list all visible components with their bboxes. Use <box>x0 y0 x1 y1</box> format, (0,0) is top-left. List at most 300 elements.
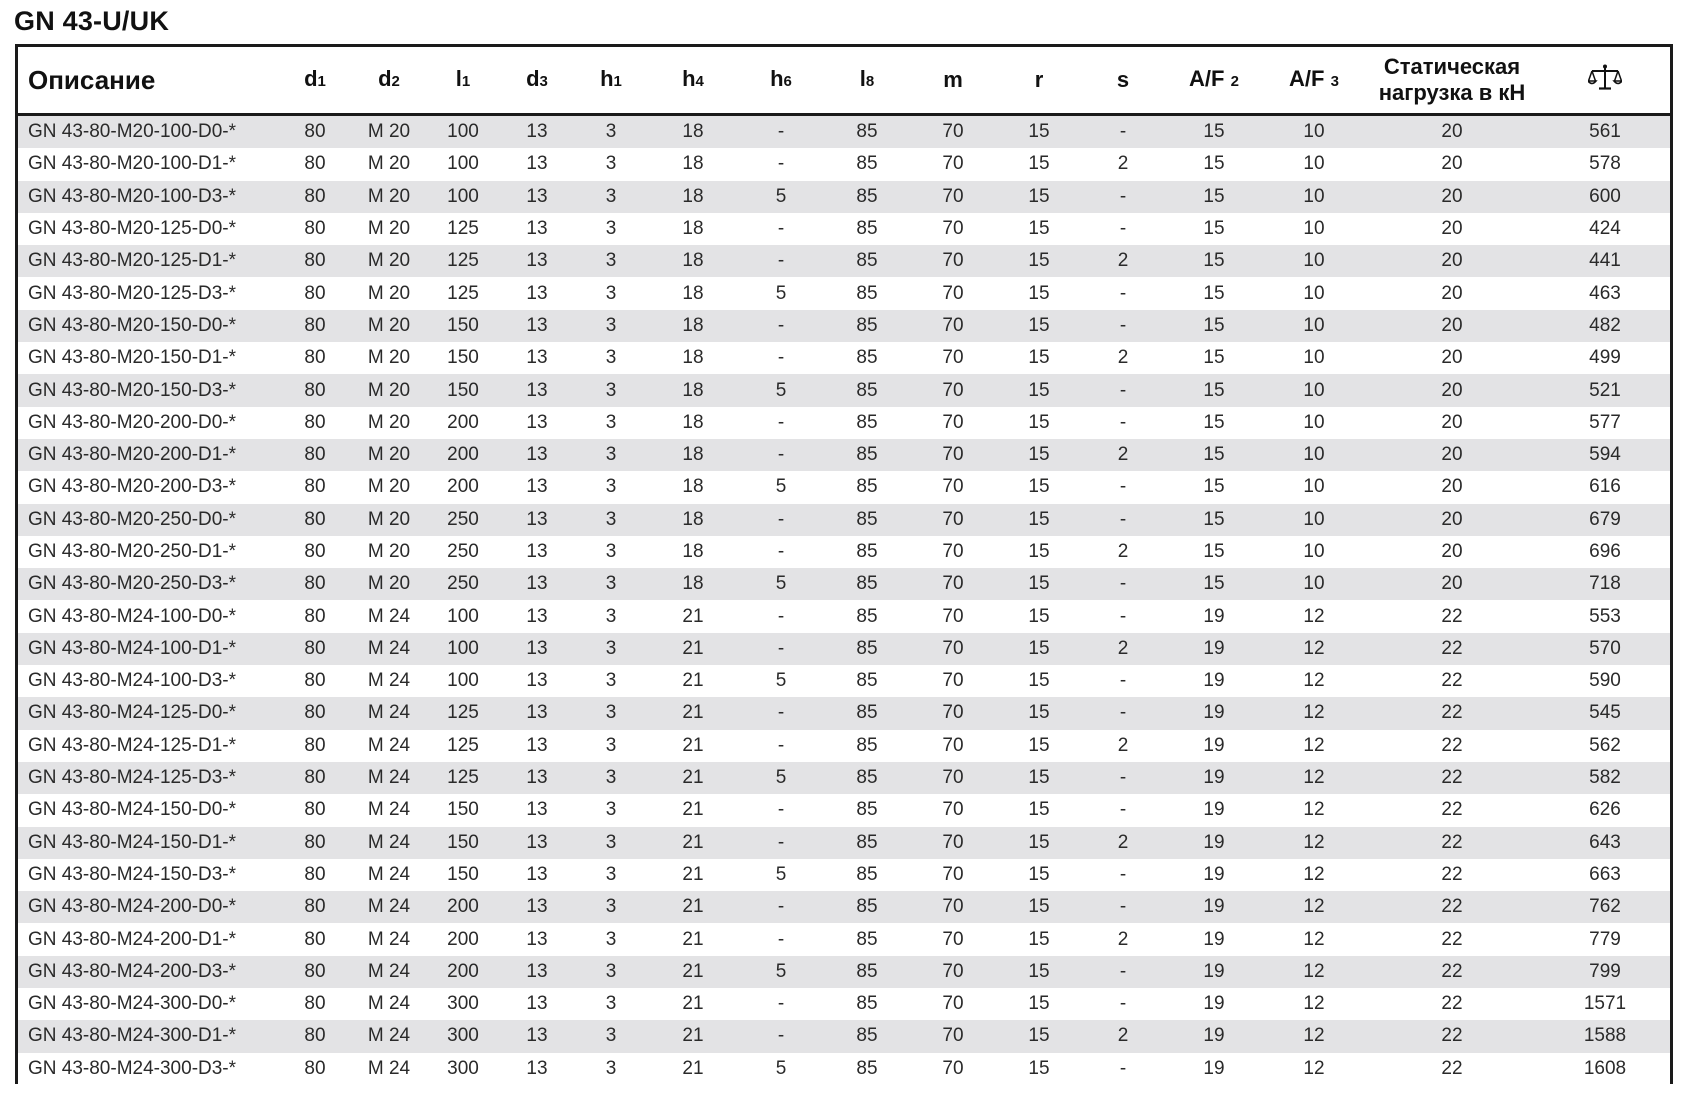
cell-d2: M 24 <box>352 665 426 697</box>
cell-weight: 499 <box>1540 342 1670 374</box>
cell-m: 70 <box>910 374 996 406</box>
cell-h6: - <box>738 342 824 374</box>
cell-r: 15 <box>996 697 1082 729</box>
cell-h1: 3 <box>574 115 648 149</box>
cell-m: 70 <box>910 827 996 859</box>
cell-r: 15 <box>996 115 1082 149</box>
cell-h1: 3 <box>574 181 648 213</box>
cell-af3: 12 <box>1264 600 1364 632</box>
table-header-row <box>18 47 1670 115</box>
cell-description: GN 43-80-M20-100-D1-* <box>18 148 278 180</box>
cell-l8: 85 <box>824 374 910 406</box>
cell-static-load: 22 <box>1364 827 1540 859</box>
cell-af2: 15 <box>1164 181 1264 213</box>
cell-static-load: 22 <box>1364 923 1540 955</box>
header-weight <box>1540 47 1670 115</box>
cell-s: - <box>1082 213 1164 245</box>
table-row <box>18 1053 1670 1085</box>
cell-r: 15 <box>996 665 1082 697</box>
cell-l1: 200 <box>426 439 500 471</box>
cell-d3: 13 <box>500 407 574 439</box>
cell-h4: 18 <box>648 310 738 342</box>
cell-m: 70 <box>910 342 996 374</box>
cell-d3: 13 <box>500 277 574 309</box>
cell-h1: 3 <box>574 1020 648 1052</box>
cell-weight: 762 <box>1540 891 1670 923</box>
cell-l8: 85 <box>824 245 910 277</box>
cell-h4: 18 <box>648 536 738 568</box>
cell-description: GN 43-80-M24-150-D0-* <box>18 794 278 826</box>
cell-d1: 80 <box>278 1020 352 1052</box>
cell-d2: M 24 <box>352 730 426 762</box>
cell-description: GN 43-80-M20-250-D0-* <box>18 504 278 536</box>
cell-s: 2 <box>1082 439 1164 471</box>
header-static-load <box>1364 47 1540 115</box>
header-h1 <box>574 47 648 115</box>
cell-h6: - <box>738 439 824 471</box>
cell-r: 15 <box>996 633 1082 665</box>
cell-description: GN 43-80-M20-150-D3-* <box>18 374 278 406</box>
cell-d3: 13 <box>500 504 574 536</box>
cell-d3: 13 <box>500 697 574 729</box>
cell-l8: 85 <box>824 115 910 149</box>
cell-static-load: 20 <box>1364 342 1540 374</box>
cell-description: GN 43-80-M24-200-D3-* <box>18 956 278 988</box>
cell-d2: M 20 <box>352 374 426 406</box>
cell-af3: 10 <box>1264 148 1364 180</box>
table-row <box>18 310 1670 342</box>
cell-l1: 125 <box>426 245 500 277</box>
cell-m: 70 <box>910 891 996 923</box>
cell-static-load: 22 <box>1364 1020 1540 1052</box>
cell-r: 15 <box>996 827 1082 859</box>
header-d3-sub: 3 <box>539 72 548 90</box>
header-d1-sub: 1 <box>317 72 326 90</box>
cell-d3: 13 <box>500 633 574 665</box>
table-row <box>18 1020 1670 1052</box>
cell-h4: 18 <box>648 148 738 180</box>
cell-h6: - <box>738 730 824 762</box>
cell-r: 15 <box>996 536 1082 568</box>
cell-af2: 19 <box>1164 730 1264 762</box>
cell-h4: 21 <box>648 891 738 923</box>
cell-d2: M 20 <box>352 310 426 342</box>
cell-m: 70 <box>910 600 996 632</box>
cell-l8: 85 <box>824 827 910 859</box>
cell-weight: 424 <box>1540 213 1670 245</box>
cell-s: - <box>1082 568 1164 600</box>
cell-af2: 19 <box>1164 665 1264 697</box>
cell-d1: 80 <box>278 891 352 923</box>
cell-s: - <box>1082 988 1164 1020</box>
cell-d1: 80 <box>278 600 352 632</box>
cell-d2: M 20 <box>352 407 426 439</box>
table-row <box>18 374 1670 406</box>
cell-d1: 80 <box>278 536 352 568</box>
cell-l8: 85 <box>824 407 910 439</box>
cell-d3: 13 <box>500 923 574 955</box>
cell-h4: 21 <box>648 1053 738 1085</box>
cell-l1: 125 <box>426 762 500 794</box>
cell-l1: 250 <box>426 504 500 536</box>
cell-l1: 100 <box>426 181 500 213</box>
cell-l1: 200 <box>426 956 500 988</box>
cell-s: 2 <box>1082 730 1164 762</box>
cell-h1: 3 <box>574 536 648 568</box>
cell-d1: 80 <box>278 665 352 697</box>
cell-h1: 3 <box>574 891 648 923</box>
cell-r: 15 <box>996 310 1082 342</box>
cell-d1: 80 <box>278 245 352 277</box>
cell-h6: 5 <box>738 471 824 503</box>
cell-s: 2 <box>1082 536 1164 568</box>
cell-weight: 779 <box>1540 923 1670 955</box>
cell-af2: 15 <box>1164 407 1264 439</box>
header-af2-label: A/F <box>1189 65 1225 91</box>
cell-m: 70 <box>910 568 996 600</box>
cell-d2: M 24 <box>352 859 426 891</box>
cell-d2: M 20 <box>352 536 426 568</box>
cell-description: GN 43-80-M20-150-D0-* <box>18 310 278 342</box>
cell-r: 15 <box>996 471 1082 503</box>
cell-d2: M 24 <box>352 988 426 1020</box>
cell-weight: 561 <box>1540 115 1670 149</box>
header-l8-label: l <box>859 65 866 91</box>
cell-h6: - <box>738 988 824 1020</box>
cell-d1: 80 <box>278 988 352 1020</box>
cell-af3: 10 <box>1264 245 1364 277</box>
cell-af3: 12 <box>1264 697 1364 729</box>
cell-weight: 482 <box>1540 310 1670 342</box>
cell-s: - <box>1082 697 1164 729</box>
cell-s: 2 <box>1082 827 1164 859</box>
cell-s: - <box>1082 665 1164 697</box>
cell-d1: 80 <box>278 794 352 826</box>
cell-s: - <box>1082 115 1164 149</box>
cell-h6: - <box>738 923 824 955</box>
table-row <box>18 697 1670 729</box>
cell-r: 15 <box>996 213 1082 245</box>
cell-d2: M 20 <box>352 277 426 309</box>
cell-h6: 5 <box>738 956 824 988</box>
cell-d1: 80 <box>278 213 352 245</box>
cell-af3: 10 <box>1264 115 1364 149</box>
cell-d1: 80 <box>278 148 352 180</box>
cell-h1: 3 <box>574 148 648 180</box>
cell-m: 70 <box>910 213 996 245</box>
cell-description: GN 43-80-M24-125-D0-* <box>18 697 278 729</box>
cell-h6: - <box>738 407 824 439</box>
table-row <box>18 859 1670 891</box>
cell-af2: 15 <box>1164 310 1264 342</box>
cell-d3: 13 <box>500 310 574 342</box>
cell-static-load: 22 <box>1364 1053 1540 1085</box>
cell-l8: 85 <box>824 794 910 826</box>
cell-d2: M 20 <box>352 342 426 374</box>
cell-static-load: 20 <box>1364 374 1540 406</box>
table-row <box>18 245 1670 277</box>
cell-s: - <box>1082 407 1164 439</box>
header-d3-label: d <box>526 65 540 91</box>
cell-description: GN 43-80-M24-300-D1-* <box>18 1020 278 1052</box>
cell-l1: 100 <box>426 148 500 180</box>
cell-m: 70 <box>910 407 996 439</box>
cell-h4: 21 <box>648 956 738 988</box>
cell-weight: 696 <box>1540 536 1670 568</box>
table-row <box>18 633 1670 665</box>
cell-h6: - <box>738 148 824 180</box>
table-row <box>18 923 1670 955</box>
cell-s: - <box>1082 794 1164 826</box>
cell-r: 15 <box>996 407 1082 439</box>
cell-h4: 21 <box>648 827 738 859</box>
cell-static-load: 20 <box>1364 536 1540 568</box>
table-row <box>18 988 1670 1020</box>
cell-h4: 18 <box>648 471 738 503</box>
cell-h1: 3 <box>574 827 648 859</box>
cell-description: GN 43-80-M20-125-D3-* <box>18 277 278 309</box>
cell-r: 15 <box>996 1053 1082 1085</box>
header-static-load-line1: Статическая <box>1383 54 1521 79</box>
cell-d1: 80 <box>278 730 352 762</box>
cell-m: 70 <box>910 988 996 1020</box>
cell-af3: 12 <box>1264 1020 1364 1052</box>
cell-static-load: 20 <box>1364 148 1540 180</box>
cell-h6: - <box>738 891 824 923</box>
header-l8 <box>824 47 910 115</box>
cell-m: 70 <box>910 115 996 149</box>
cell-m: 70 <box>910 633 996 665</box>
cell-af2: 19 <box>1164 988 1264 1020</box>
cell-s: 2 <box>1082 245 1164 277</box>
cell-static-load: 22 <box>1364 697 1540 729</box>
cell-h6: 5 <box>738 665 824 697</box>
cell-h4: 21 <box>648 988 738 1020</box>
cell-d3: 13 <box>500 213 574 245</box>
cell-description: GN 43-80-M20-250-D1-* <box>18 536 278 568</box>
cell-m: 70 <box>910 697 996 729</box>
header-af3 <box>1264 47 1364 115</box>
cell-s: - <box>1082 1053 1164 1085</box>
cell-l8: 85 <box>824 471 910 503</box>
table-row <box>18 213 1670 245</box>
cell-h6: - <box>738 536 824 568</box>
cell-d1: 80 <box>278 633 352 665</box>
cell-d2: M 20 <box>352 213 426 245</box>
cell-static-load: 20 <box>1364 439 1540 471</box>
cell-h6: - <box>738 504 824 536</box>
table-body <box>18 115 1670 1085</box>
cell-d2: M 24 <box>352 827 426 859</box>
cell-l1: 125 <box>426 277 500 309</box>
cell-static-load: 22 <box>1364 956 1540 988</box>
cell-s: - <box>1082 471 1164 503</box>
cell-d1: 80 <box>278 504 352 536</box>
cell-l1: 125 <box>426 213 500 245</box>
cell-description: GN 43-80-M24-300-D0-* <box>18 988 278 1020</box>
cell-h6: - <box>738 115 824 149</box>
cell-r: 15 <box>996 181 1082 213</box>
cell-s: 2 <box>1082 148 1164 180</box>
cell-h6: 5 <box>738 859 824 891</box>
cell-l1: 200 <box>426 471 500 503</box>
cell-description: GN 43-80-M20-100-D3-* <box>18 181 278 213</box>
cell-s: - <box>1082 859 1164 891</box>
cell-static-load: 20 <box>1364 245 1540 277</box>
cell-h6: - <box>738 827 824 859</box>
cell-static-load: 20 <box>1364 277 1540 309</box>
cell-af2: 19 <box>1164 1020 1264 1052</box>
cell-d1: 80 <box>278 697 352 729</box>
cell-static-load: 22 <box>1364 600 1540 632</box>
cell-l1: 250 <box>426 536 500 568</box>
cell-r: 15 <box>996 277 1082 309</box>
cell-af3: 10 <box>1264 504 1364 536</box>
cell-d3: 13 <box>500 536 574 568</box>
header-af2 <box>1164 47 1264 115</box>
cell-af3: 12 <box>1264 762 1364 794</box>
cell-m: 70 <box>910 1053 996 1085</box>
cell-d3: 13 <box>500 891 574 923</box>
cell-static-load: 22 <box>1364 633 1540 665</box>
cell-h1: 3 <box>574 859 648 891</box>
cell-h6: 5 <box>738 181 824 213</box>
cell-description: GN 43-80-M24-150-D1-* <box>18 827 278 859</box>
cell-static-load: 22 <box>1364 762 1540 794</box>
cell-l8: 85 <box>824 342 910 374</box>
cell-d2: M 24 <box>352 923 426 955</box>
cell-description: GN 43-80-M24-125-D1-* <box>18 730 278 762</box>
cell-h1: 3 <box>574 277 648 309</box>
cell-h1: 3 <box>574 439 648 471</box>
cell-af3: 10 <box>1264 342 1364 374</box>
cell-d2: M 24 <box>352 600 426 632</box>
page-title: GN 43-U/UK <box>14 6 170 36</box>
cell-l8: 85 <box>824 697 910 729</box>
cell-h4: 21 <box>648 600 738 632</box>
header-l1-sub: 1 <box>461 72 471 90</box>
cell-af3: 12 <box>1264 891 1364 923</box>
cell-weight: 679 <box>1540 504 1670 536</box>
cell-weight: 594 <box>1540 439 1670 471</box>
header-h1-label: h <box>600 65 614 91</box>
cell-l8: 85 <box>824 956 910 988</box>
cell-l8: 85 <box>824 600 910 632</box>
cell-af2: 19 <box>1164 600 1264 632</box>
cell-s: 2 <box>1082 342 1164 374</box>
cell-weight: 600 <box>1540 181 1670 213</box>
cell-weight: 626 <box>1540 794 1670 826</box>
cell-m: 70 <box>910 504 996 536</box>
header-s: s <box>1082 47 1164 115</box>
cell-d2: M 24 <box>352 956 426 988</box>
cell-description: GN 43-80-M24-125-D3-* <box>18 762 278 794</box>
cell-af3: 12 <box>1264 665 1364 697</box>
header-d2-sub: 2 <box>391 72 400 90</box>
cell-weight: 1571 <box>1540 988 1670 1020</box>
cell-d3: 13 <box>500 665 574 697</box>
cell-h6: - <box>738 310 824 342</box>
cell-d1: 80 <box>278 181 352 213</box>
cell-s: - <box>1082 181 1164 213</box>
cell-l8: 85 <box>824 891 910 923</box>
cell-l8: 85 <box>824 181 910 213</box>
cell-h6: - <box>738 245 824 277</box>
cell-s: - <box>1082 504 1164 536</box>
cell-af2: 15 <box>1164 439 1264 471</box>
cell-d1: 80 <box>278 1053 352 1085</box>
cell-af3: 12 <box>1264 859 1364 891</box>
cell-af2: 19 <box>1164 1053 1264 1085</box>
cell-weight: 582 <box>1540 762 1670 794</box>
cell-l8: 85 <box>824 665 910 697</box>
cell-h4: 21 <box>648 665 738 697</box>
cell-weight: 545 <box>1540 697 1670 729</box>
cell-af2: 15 <box>1164 471 1264 503</box>
cell-d1: 80 <box>278 310 352 342</box>
cell-h4: 21 <box>648 859 738 891</box>
cell-d2: M 24 <box>352 697 426 729</box>
cell-s: 2 <box>1082 923 1164 955</box>
cell-af2: 19 <box>1164 762 1264 794</box>
cell-m: 70 <box>910 277 996 309</box>
cell-af2: 19 <box>1164 697 1264 729</box>
cell-af3: 10 <box>1264 568 1364 600</box>
cell-r: 15 <box>996 245 1082 277</box>
cell-af3: 10 <box>1264 439 1364 471</box>
cell-d2: M 20 <box>352 148 426 180</box>
cell-af3: 10 <box>1264 310 1364 342</box>
cell-h1: 3 <box>574 730 648 762</box>
cell-m: 70 <box>910 762 996 794</box>
cell-h1: 3 <box>574 407 648 439</box>
header-m: m <box>910 47 996 115</box>
cell-weight: 1608 <box>1540 1053 1670 1085</box>
cell-h6: - <box>738 794 824 826</box>
cell-d2: M 20 <box>352 181 426 213</box>
header-d2-label: d <box>378 65 392 91</box>
cell-l1: 150 <box>426 310 500 342</box>
cell-af2: 19 <box>1164 827 1264 859</box>
cell-r: 15 <box>996 148 1082 180</box>
cell-s: - <box>1082 374 1164 406</box>
cell-static-load: 20 <box>1364 181 1540 213</box>
cell-af3: 12 <box>1264 633 1364 665</box>
table-row <box>18 439 1670 471</box>
header-l1-label: l <box>455 65 462 91</box>
cell-h1: 3 <box>574 342 648 374</box>
table-row <box>18 407 1670 439</box>
cell-h4: 18 <box>648 245 738 277</box>
cell-d3: 13 <box>500 1053 574 1085</box>
cell-af3: 12 <box>1264 923 1364 955</box>
cell-af2: 15 <box>1164 504 1264 536</box>
cell-static-load: 20 <box>1364 471 1540 503</box>
cell-h6: - <box>738 600 824 632</box>
cell-d3: 13 <box>500 730 574 762</box>
cell-d1: 80 <box>278 277 352 309</box>
cell-s: - <box>1082 891 1164 923</box>
cell-m: 70 <box>910 730 996 762</box>
cell-h4: 21 <box>648 633 738 665</box>
cell-h1: 3 <box>574 310 648 342</box>
cell-d1: 80 <box>278 115 352 149</box>
header-l8-sub: 8 <box>865 72 875 90</box>
cell-l1: 100 <box>426 600 500 632</box>
cell-af3: 10 <box>1264 536 1364 568</box>
cell-d1: 80 <box>278 568 352 600</box>
cell-af3: 12 <box>1264 827 1364 859</box>
